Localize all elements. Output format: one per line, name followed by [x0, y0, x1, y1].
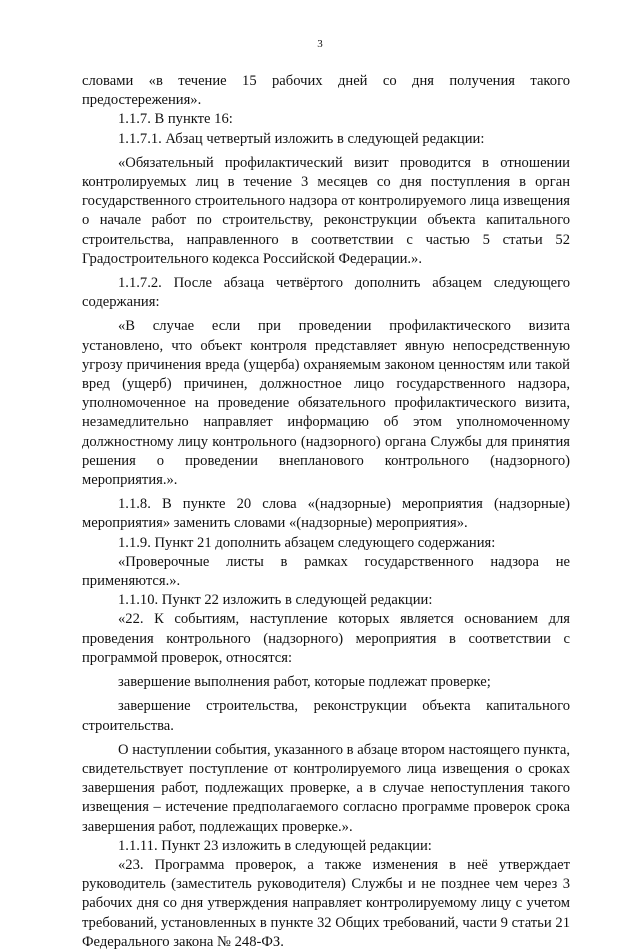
paragraph-event-works: завершение выполнения работ, которые подлежат проверке; — [118, 674, 491, 691]
paragraph-quote-events: «22. К событиям, наступление которых является основанием для проведения контрольного (надзорного) мероприятия в соответствии с программой проверок, относятся: — [82, 611, 570, 666]
paragraph-event-construction: завершение строительства, реконструкции объекта капитального строительства. — [82, 698, 570, 734]
paragraph-item-1-1-7-2: 1.1.7.2. После абзаца четвёртого дополнить абзацем следующего содержания: — [82, 275, 570, 311]
paragraph-continuation: словами «в течение 15 рабочих дней со дня получения такого предостережения». — [82, 73, 570, 109]
paragraph-quote-threat: «В случае если при проведении профилактического визита установлено, что объект контроля представляет явную непосредственную угрозу причинения вреда (ущерба) охраняемым законом ценностям или такой вред (ущерб) причинен, должностное лицо государственного надзора, уполномоченное на проведение обязательного профилактического визита, незамедлительно направляет информацию об этом уполномоченному должностному лицу контрольного (надзорного) органа Службы для принятия решения о проведении внепланового контрольного (надзорного) мероприятия.». — [82, 318, 570, 489]
paragraph-quote-visit: «Обязательный профилактический визит проводится в отношении контролируемых лиц в течение 3 месяцев со дня поступления в орган государственного строительного надзора от контролируемого лица извещения о начале работ по строительству, реконструкции объекта капитального строительства, направленного в соответствии с частью 5 статьи 52 Градостроительного кодекса Российской Федерации.». — [82, 154, 570, 267]
document-body — [82, 72, 570, 952]
paragraph-event-notice: О наступлении события, указанного в абзаце втором настоящего пункта, свидетельствует поступление от контролируемого лица извещения о сроках завершения работ, подлежащих проверке, а в случае непоступления такого извещения – истечение предполагаемого согласно программе проверок срока завершения работ, подлежащих проверке.». — [82, 741, 570, 835]
paragraph-item-1-1-9: 1.1.9. Пункт 21 дополнить абзацем следующего содержания: — [118, 534, 496, 551]
paragraph-item-1-1-10: 1.1.10. Пункт 22 изложить в следующей редакции: — [118, 592, 433, 609]
paragraph-quote-program: «23. Программа проверок, а также изменения в неё утверждает руководитель (заместитель руководителя) Службы и не позднее чем через 3 рабочих дня со дня утверждения направляет контролируемому лицу с учетом требований, установленных в пункте 32 Общих требований, части 9 статьи 21 Федерального закона № 248-ФЗ. — [82, 856, 570, 950]
paragraph-item-1-1-8: 1.1.8. В пункте 20 слова «(надзорные) мероприятия (надзорные) мероприятия» заменить словами «(надзорные) мероприятия». — [82, 496, 570, 532]
paragraph-item-1-1-7: 1.1.7. В пункте 16: — [118, 111, 233, 128]
paragraph-item-1-1-11: 1.1.11. Пункт 23 изложить в следующей редакции: — [118, 837, 432, 854]
paragraph-quote-checklists: «Проверочные листы в рамках государственного надзора не применяются.». — [82, 553, 570, 590]
page-number: 3 — [317, 38, 323, 50]
paragraph-item-1-1-7-1: 1.1.7.1. Абзац четвертый изложить в следующей редакции: — [118, 130, 485, 147]
